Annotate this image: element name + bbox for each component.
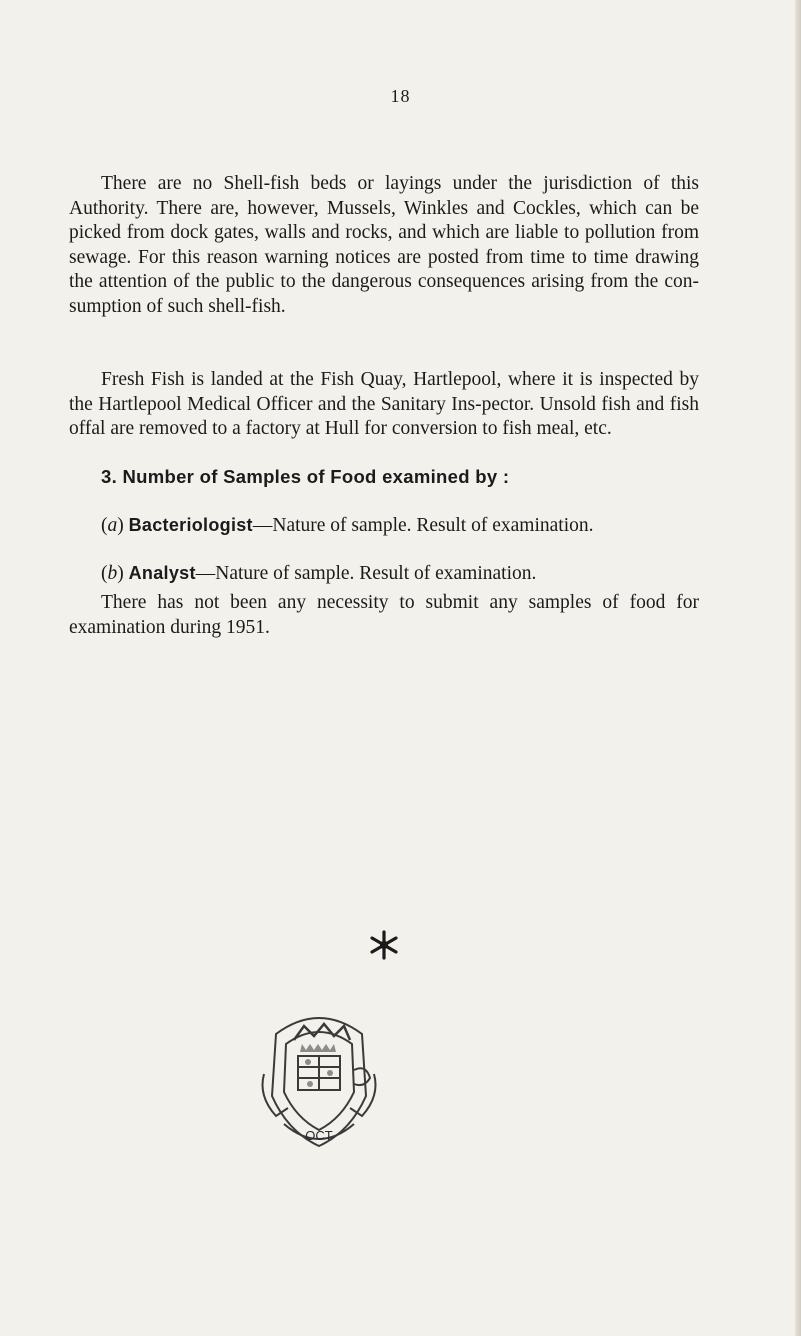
- seal-text: OCT: [305, 1128, 333, 1143]
- item-letter: a: [107, 515, 118, 536]
- item-letter: b: [107, 563, 118, 584]
- section-heading-samples: 3. Number of Samples of Food examined by :: [101, 466, 510, 487]
- paragraph-shellfish: There are no Shell-fish beds or layings under the jurisdiction of this Authority. There are, however, Mussels, Winkles and Cockles, which can be picked from dock gates, walls and rocks, and which are liable to pollution from sewage. For this reason warning notices are posted from time to time drawing the attention of the public to the dangerous consequences arising from the con-sumption of such shell-fish.: [69, 173, 699, 317]
- library-stamp-seal-icon: [254, 1004, 384, 1154]
- paragraph-fresh-fish: Fresh Fish is landed at the Fish Quay, Hartlepool, where it is inspected by the Hartlepool Medical Officer and the Sanitary Ins-pector. Unsold fish and fish offal are removed to a factory at Hull for conversion to fish meal, etc.: [69, 369, 699, 440]
- paragraph-no-samples: There has not been any necessity to submit any samples of food for examination during 1951.: [69, 592, 699, 638]
- list-item-bacteriologist: (a) Bacteriologist—Nature of sample. Result of examination.: [101, 515, 594, 536]
- list-item-analyst: (b) Analyst—Nature of sample. Result of examination.: [101, 563, 537, 584]
- page-edge-shadow: [795, 0, 801, 1336]
- item-text: —Nature of sample. Result of examination.: [195, 563, 537, 584]
- item-label: Bacteriologist: [128, 515, 253, 535]
- item-label: Analyst: [128, 563, 196, 583]
- page-number: 18: [390, 86, 411, 106]
- item-text: —Nature of sample. Result of examination.: [252, 515, 594, 536]
- asterisk-ornament-icon: [368, 929, 400, 961]
